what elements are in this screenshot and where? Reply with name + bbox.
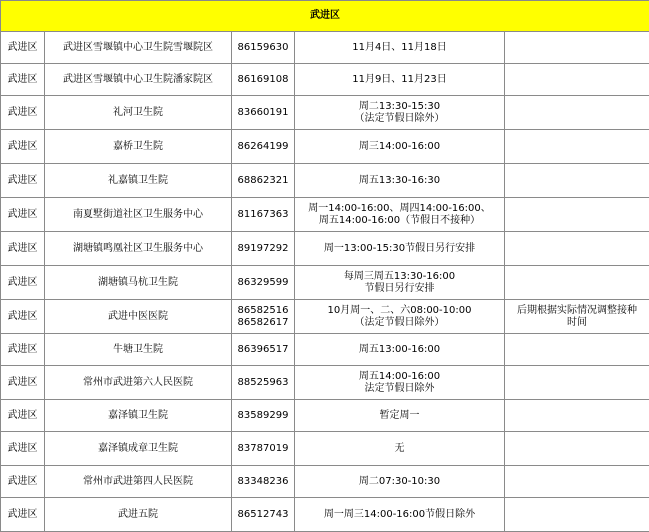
schedule-cell[interactable]	[295, 130, 505, 164]
phone-cell[interactable]	[232, 64, 295, 96]
note-cell[interactable]	[505, 198, 649, 232]
district-cell[interactable]: 武进区	[1, 232, 45, 266]
table-row	[1, 466, 649, 498]
district-cell[interactable]: 武进区	[1, 32, 45, 64]
phone-cell-line: 83348236	[234, 476, 292, 488]
table-row	[1, 366, 649, 400]
phone-cell-line: 86396517	[234, 344, 292, 356]
note-cell[interactable]	[505, 130, 649, 164]
district-cell[interactable]: 武进区	[1, 64, 45, 96]
district-cell[interactable]: 武进区	[1, 198, 45, 232]
note-cell[interactable]	[505, 96, 649, 130]
note-cell[interactable]	[505, 32, 649, 64]
phone-cell-line: 86582617	[234, 317, 292, 329]
site-cell[interactable]: 嘉桥卫生院	[45, 130, 232, 164]
phone-cell[interactable]	[232, 400, 295, 432]
site-cell[interactable]: 湖塘镇马杭卫生院	[45, 266, 232, 300]
schedule-cell[interactable]	[295, 366, 505, 400]
phone-cell[interactable]	[232, 498, 295, 532]
site-cell[interactable]: 武进中医医院	[45, 300, 232, 334]
schedule-cell-line: 10月周一、二、六08:00-10:00	[297, 305, 502, 317]
district-cell[interactable]: 武进区	[1, 300, 45, 334]
schedule-cell[interactable]	[295, 266, 505, 300]
table-row	[1, 266, 649, 300]
table-row	[1, 334, 649, 366]
phone-cell-line: 88525963	[234, 377, 292, 389]
schedule-cell[interactable]	[295, 300, 505, 334]
district-cell[interactable]: 武进区	[1, 96, 45, 130]
site-cell[interactable]: 武进五院	[45, 498, 232, 532]
phone-cell[interactable]	[232, 266, 295, 300]
district-header-cell[interactable]: 武进区	[1, 1, 649, 32]
schedule-cell-line: 11月4日、11月18日	[297, 42, 502, 54]
schedule-cell-line: 周五13:30-16:30	[297, 175, 502, 187]
note-cell[interactable]	[505, 400, 649, 432]
site-cell[interactable]: 嘉泽镇卫生院	[45, 400, 232, 432]
note-cell[interactable]	[505, 432, 649, 466]
district-cell[interactable]: 武进区	[1, 366, 45, 400]
district-cell[interactable]: 武进区	[1, 164, 45, 198]
phone-cell[interactable]	[232, 334, 295, 366]
note-cell[interactable]	[505, 498, 649, 532]
note-cell[interactable]	[505, 366, 649, 400]
table-row	[1, 164, 649, 198]
table-row	[1, 400, 649, 432]
schedule-cell-line: （法定节假日除外）	[297, 113, 502, 125]
schedule-cell-line: 周二13:30-15:30	[297, 101, 502, 113]
schedule-cell-line: 法定节假日除外	[297, 383, 502, 395]
phone-cell-line: 86329599	[234, 277, 292, 289]
note-cell[interactable]	[505, 300, 649, 334]
table-row	[1, 232, 649, 266]
schedule-cell[interactable]	[295, 198, 505, 232]
schedule-cell-line: 周五13:00-16:00	[297, 344, 502, 356]
phone-cell-line: 68862321	[234, 175, 292, 187]
schedule-cell-line: 周二07:30-10:30	[297, 476, 502, 488]
schedule-cell-line: 周一13:00-15:30节假日另行安排	[297, 243, 502, 255]
schedule-cell[interactable]	[295, 64, 505, 96]
site-cell[interactable]: 常州市武进第六人民医院	[45, 366, 232, 400]
phone-cell-line: 86169108	[234, 74, 292, 86]
table-row	[1, 300, 649, 334]
site-cell[interactable]: 常州市武进第四人民医院	[45, 466, 232, 498]
schedule-cell[interactable]	[295, 164, 505, 198]
note-cell[interactable]	[505, 164, 649, 198]
site-cell[interactable]: 武进区雪堰镇中心卫生院潘家院区	[45, 64, 232, 96]
phone-cell-line: 83589299	[234, 410, 292, 422]
phone-cell[interactable]	[232, 466, 295, 498]
schedule-cell[interactable]	[295, 232, 505, 266]
district-cell[interactable]: 武进区	[1, 498, 45, 532]
table-row	[1, 198, 649, 232]
schedule-cell[interactable]	[295, 432, 505, 466]
schedule-cell[interactable]	[295, 498, 505, 532]
phone-cell[interactable]	[232, 130, 295, 164]
schedule-cell-line: 11月9日、11月23日	[297, 74, 502, 86]
schedule-cell-line: 节假日另行安排	[297, 283, 502, 295]
phone-cell[interactable]	[232, 432, 295, 466]
schedule-cell[interactable]	[295, 400, 505, 432]
phone-cell-line: 83787019	[234, 443, 292, 455]
schedule-cell[interactable]	[295, 96, 505, 130]
schedule-cell[interactable]	[295, 32, 505, 64]
district-cell[interactable]: 武进区	[1, 400, 45, 432]
district-cell[interactable]: 武进区	[1, 266, 45, 300]
phone-cell[interactable]	[232, 32, 295, 64]
header-row	[1, 1, 649, 32]
schedule-cell-line: 周三14:00-16:00	[297, 141, 502, 153]
table-row	[1, 96, 649, 130]
schedule-cell-line: 每周三周五13:30-16:00	[297, 271, 502, 283]
schedule-cell-line: 周一周三14:00-16:00节假日除外	[297, 509, 502, 521]
schedule-cell-line: （法定节假日除外）	[297, 317, 502, 329]
site-cell[interactable]: 湖塘镇鸣凰社区卫生服务中心	[45, 232, 232, 266]
phone-cell-line: 83660191	[234, 107, 292, 119]
phone-cell-line: 86582516	[234, 305, 292, 317]
phone-cell-line: 81167363	[234, 209, 292, 221]
phone-cell-line: 89197292	[234, 243, 292, 255]
schedule-cell-line: 周五14:00-16:00（节假日不接种）	[297, 215, 502, 227]
site-cell[interactable]: 武进区雪堰镇中心卫生院雪堰院区	[45, 32, 232, 64]
note-cell-line: 时间	[507, 317, 647, 329]
note-cell[interactable]	[505, 466, 649, 498]
note-cell[interactable]	[505, 334, 649, 366]
district-cell[interactable]: 武进区	[1, 466, 45, 498]
site-cell[interactable]: 礼嘉镇卫生院	[45, 164, 232, 198]
site-cell[interactable]: 牛塘卫生院	[45, 334, 232, 366]
schedule-cell-line: 无	[297, 443, 502, 455]
phone-cell[interactable]	[232, 300, 295, 334]
site-cell[interactable]: 礼河卫生院	[45, 96, 232, 130]
schedule-cell[interactable]	[295, 466, 505, 498]
district-cell[interactable]: 武进区	[1, 432, 45, 466]
table-row	[1, 498, 649, 532]
phone-cell-line: 86264199	[234, 141, 292, 153]
site-cell[interactable]: 南夏墅街道社区卫生服务中心	[45, 198, 232, 232]
note-cell-line: 后期根据实际情况调整接种	[507, 305, 647, 317]
schedule-cell-line: 暂定周一	[297, 410, 502, 422]
table-row	[1, 130, 649, 164]
phone-cell[interactable]	[232, 198, 295, 232]
phone-cell[interactable]	[232, 366, 295, 400]
schedule-cell-line: 周五14:00-16:00	[297, 371, 502, 383]
note-cell[interactable]	[505, 232, 649, 266]
district-cell[interactable]: 武进区	[1, 334, 45, 366]
note-cell[interactable]	[505, 266, 649, 300]
site-cell[interactable]: 嘉泽镇成章卫生院	[45, 432, 232, 466]
phone-cell[interactable]	[232, 232, 295, 266]
table-row	[1, 32, 649, 64]
phone-cell-line: 86512743	[234, 509, 292, 521]
phone-cell[interactable]	[232, 96, 295, 130]
phone-cell[interactable]	[232, 164, 295, 198]
schedule-cell[interactable]	[295, 334, 505, 366]
table-row	[1, 432, 649, 466]
schedule-cell-line: 周一14:00-16:00、周四14:00-16:00、	[297, 203, 502, 215]
phone-cell-line: 86159630	[234, 42, 292, 54]
district-cell[interactable]: 武进区	[1, 130, 45, 164]
table-row	[1, 64, 649, 96]
note-cell[interactable]	[505, 64, 649, 96]
